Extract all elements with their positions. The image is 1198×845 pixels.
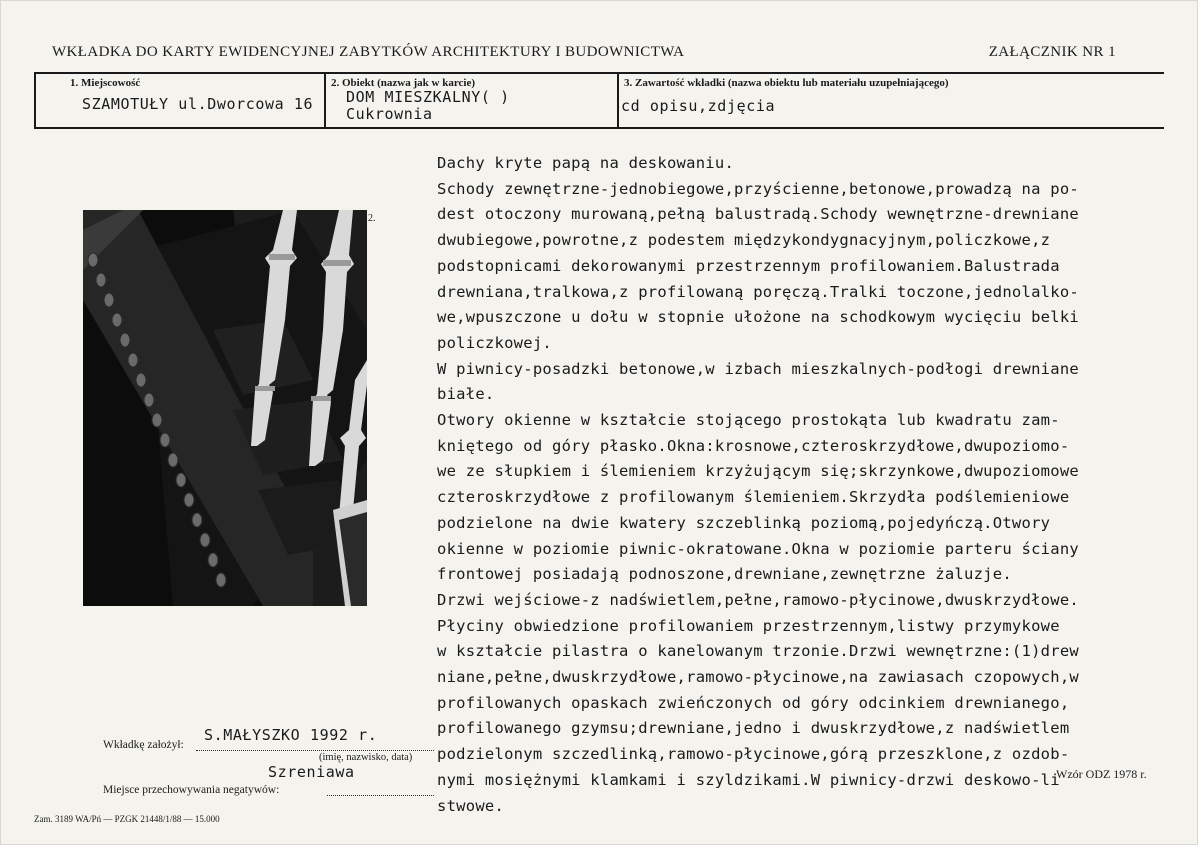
text-line: policzkowej. bbox=[437, 333, 552, 352]
made-by-label: Wkładkę założył: bbox=[103, 739, 184, 751]
negatives-location-label: Miejsce przechowywania negatywów: bbox=[103, 784, 280, 796]
text-line: W piwnicy-posadzki betonowe,w izbach mieszkalnych-podłogi drewniane bbox=[437, 359, 1079, 378]
text-line: podstopnicami dekorowanymi przestrzennym profilowaniem.Balustrada bbox=[437, 256, 1060, 275]
text-line: białe. bbox=[437, 385, 495, 404]
text-line: stwowe. bbox=[437, 796, 505, 815]
text-line: dest otoczony murowaną,pełną balustradą.Schody wewnętrzne-drewniane bbox=[437, 205, 1079, 224]
text-line: Schody zewnętrzne-jednobiegowe,przyścienne,betonowe,prowadzą na po- bbox=[437, 179, 1079, 198]
text-line: kniętego od góry płasko.Okna:krosnowe,czteroskrzydłowe,dwupoziomo- bbox=[437, 436, 1070, 455]
staircase-photo-graphic bbox=[83, 210, 367, 606]
text-line: podzielonym szczedlinką,ramowo-płycinowe,górą przeszklone,z ozdob- bbox=[437, 745, 1070, 764]
locality-label: 1. Miejscowość bbox=[70, 77, 141, 89]
text-line: czteroskrzydłowe z profilowanym ślemieniem.Skrzydła podślemieniowe bbox=[437, 488, 1070, 507]
attachment-number: ZAŁĄCZNIK NR 1 bbox=[988, 44, 1116, 60]
text-line: nymi mosiężnymi klamkami i szyldzikami.W piwnicy-drzwi deskowo-li bbox=[437, 770, 1060, 789]
institution-value: Szreniawa bbox=[268, 763, 355, 781]
text-line: profilowanych opaskach zwieńczonych od góry odcinkiem drewnianego, bbox=[437, 693, 1070, 712]
text-line: Dachy kryte papą na deskowaniu. bbox=[437, 154, 735, 172]
table-divider-2 bbox=[617, 72, 619, 129]
table-left-rule bbox=[34, 72, 36, 129]
object-value-line1: DOM MIESZKALNY( ) bbox=[346, 88, 510, 106]
form-title: WKŁADKA DO KARTY EWIDENCYJNEJ ZABYTKÓW ARCHITEKTURY I BUDOWNICTWA bbox=[52, 44, 685, 60]
photo-number: 2. bbox=[368, 213, 376, 224]
locality-value: SZAMOTUŁY ul.Dworcowa 16 bbox=[82, 95, 314, 113]
text-line: Drzwi wejściowe-z nadświetlem,pełne,ramowo-płycinowe,dwuskrzydłowe. bbox=[437, 590, 1079, 609]
text-line: dwubiegowe,powrotne,z podestem międzykondygnacyjnym,policzkowe,z bbox=[437, 231, 1051, 250]
staircase-photo bbox=[83, 210, 367, 606]
text-line: we,wpuszczone u dołu w stopnie ułożone na schodkowym wycięciu belki bbox=[437, 308, 1079, 327]
text-line: profilowanego gzymsu;drewniane,jedno i dwuskrzydłowe,z nadświetlem bbox=[437, 719, 1070, 738]
made-by-dotted-line bbox=[196, 750, 434, 751]
text-line: niane,pełne,dwuskrzydłowe,ramowo-płycinowe,na zawiasach czopowych,w bbox=[437, 668, 1079, 687]
text-line: Otwory okienne w kształcie stojącego prostokąta lub kwadratu zam- bbox=[437, 411, 1060, 430]
table-bottom-rule bbox=[34, 127, 1164, 129]
text-line: Płyciny obwiedzione profilowaniem przestrzennym,listwy przymykowe bbox=[437, 616, 1060, 635]
made-by-value: S.MAŁYSZKO 1992 r. bbox=[204, 726, 378, 744]
form-pattern: Wzór ODZ 1978 r. bbox=[1056, 767, 1147, 781]
object-label: 2. Obiekt (nazwa jak w karcie) bbox=[331, 77, 476, 89]
contents-value: cd opisu,zdjęcia bbox=[621, 97, 776, 115]
text-line: drewniana,tralkowa,z profilowaną poręczą.Tralki toczone,jednolalko- bbox=[437, 282, 1079, 301]
print-info: Zam. 3189 WA/Pń — PZGK 21448/1/88 — 15.000 bbox=[34, 814, 220, 824]
text-line: okienne w poziomie piwnic-okratowane.Okna w poziomie parteru ściany bbox=[437, 539, 1079, 558]
object-value-line2: Cukrownia bbox=[346, 105, 433, 123]
text-line: we ze słupkiem i ślemieniem krzyżującym się;skrzynkowe,dwupoziomowe bbox=[437, 462, 1079, 481]
text-line: w kształcie pilastra o kanelowanym trzonie.Drzwi wewnętrzne:(1)drew bbox=[437, 642, 1079, 661]
made-by-caption: (imię, nazwisko, data) bbox=[319, 752, 413, 763]
table-divider-1 bbox=[324, 72, 326, 129]
contents-label: 3. Zawartość wkładki (nazwa obiektu lub materiału uzupełniającego) bbox=[624, 77, 949, 89]
description-text bbox=[437, 151, 1137, 819]
text-line: frontowej posiadają podnoszone,drewniane,zewnętrzne żaluzje. bbox=[437, 565, 1012, 584]
negatives-location-dotted-line bbox=[327, 795, 434, 796]
table-top-rule bbox=[34, 72, 1164, 74]
text-line: podzielone na dwie kwatery szczeblinką poziomą,pojedyńczą.Otwory bbox=[437, 513, 1051, 532]
